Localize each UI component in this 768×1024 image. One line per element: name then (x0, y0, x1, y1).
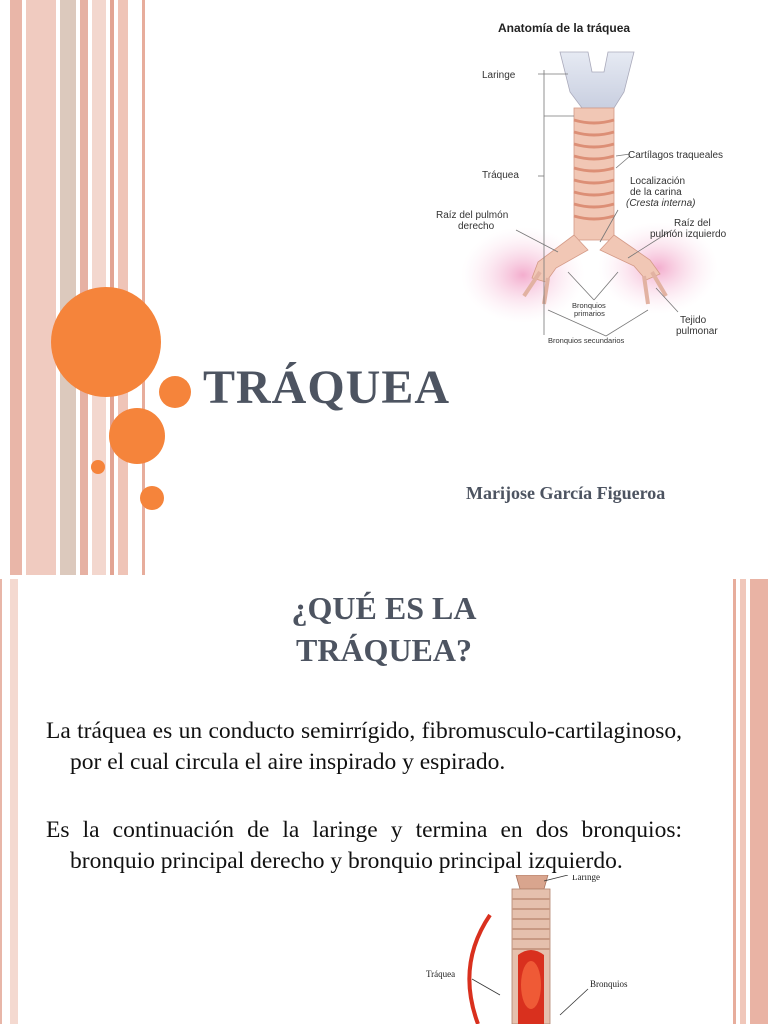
paragraph-continuation: Es la continuación de la laringe y termina en dos bronquios: bronquio principal derecho y bronquio principal izquierdo. (46, 817, 682, 874)
label-bronquios: Bronquios (590, 979, 628, 989)
decorative-stripe (26, 0, 56, 578)
paragraph-definition: La tráquea es un conducto semirrígido, fibromusculo-cartilaginoso, por el cual circula el aire inspirado y espirado. (46, 718, 682, 775)
label-laringe: Laringe (572, 875, 600, 882)
slide-title-line: ¿QUÉ ES LA (291, 590, 477, 626)
label-tejido-pulmonar: pulmonar (676, 326, 718, 337)
label-bronquios-primarios: primarios (574, 309, 605, 318)
author-name: Marijose García Figueroa (466, 483, 666, 503)
decorative-circle (140, 486, 164, 510)
label-bronquios-secundarios: Bronquios secundarios (548, 336, 625, 345)
decorative-stripe (60, 0, 76, 578)
label-cartilagos: Cartílagos traqueales (628, 150, 724, 161)
decorative-stripe (10, 0, 22, 578)
label-raiz-izquierdo: Raíz del (674, 218, 711, 229)
label-raiz-derecho: derecho (458, 221, 495, 232)
trachea-illustration (420, 875, 688, 1024)
label-carina: (Cresta interna) (626, 198, 696, 209)
decorative-circle (159, 376, 191, 408)
label-traquea: Tráquea (426, 969, 456, 979)
slide-title (0, 587, 768, 671)
decorative-circle (91, 460, 105, 474)
decorative-circle (51, 287, 161, 397)
label-bronquios-primarios: Bronquios (572, 301, 606, 310)
diagram-title: Anatomía de la tráquea (498, 21, 631, 35)
trachea-anatomy-diagram (428, 10, 766, 350)
label-carina: de la carina (630, 187, 682, 198)
decorative-circle (109, 408, 165, 464)
label-raiz-izquierdo: pulmón izquierdo (650, 229, 727, 240)
content-slide (0, 579, 768, 1024)
label-traquea: Tráquea (482, 170, 519, 181)
label-tejido-pulmonar: Tejido (680, 315, 707, 326)
slide-title: TRÁQUEA (203, 361, 451, 414)
slide-title-line: TRÁQUEA? (295, 632, 472, 668)
label-laringe: Laringe (482, 70, 516, 81)
decorative-stripe (80, 0, 88, 578)
label-carina: Localización (630, 176, 686, 187)
label-raiz-derecho: Raíz del pulmón (436, 210, 509, 221)
